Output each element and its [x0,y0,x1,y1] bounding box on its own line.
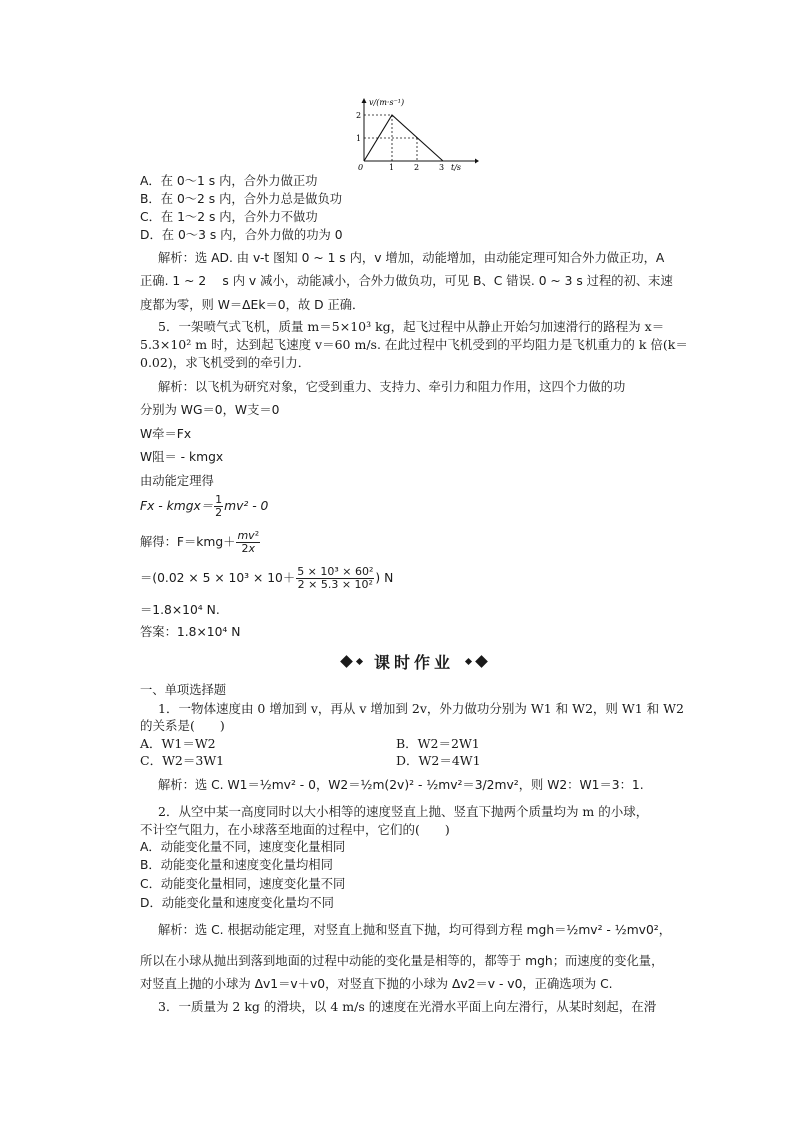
graph-velocity-line [364,115,443,161]
diamond-icon [475,655,488,668]
q5-equation-4: ＝1.8×10⁴ N. [140,603,220,617]
q5-solution-line: W阻＝ - kmgx [140,450,224,464]
q4-solution-line: 度都为零，则 W＝ΔEk＝0，故 D 正确． [140,298,365,312]
q1-option-a: A．W1＝W2 [140,736,216,751]
q4-solution-line: 正确. 1 ~ 2 s 内 v 减小，动能减小，合外力做负功，可见 B、C 错误. 0 ~ 3 s 过程的初、末速 [140,274,673,288]
q1-option-b: B．W2＝2W1 [396,736,480,751]
q2-solution-line: 对竖直上抛的小球为 Δv1＝v＋v0，对竖直下抛的小球为 Δv2＝v - v0，正确选项为 C. [140,977,613,991]
q1-text-line: 的关系是( ) [140,718,225,733]
q2-option-a: A．动能变化量不同，速度变化量相同 [140,840,346,854]
banner-title: 课时作业 [374,652,455,672]
diamond-icon [340,655,353,668]
q1-text-line: 1．一物体速度由 0 增加到 v，再从 v 增加到 2v，外力做功分别为 W1 和 W2，则 W1 和 W2 [158,701,684,716]
q4-option-a: A．在 0～1 s 内，合外力做正功 [140,174,318,188]
diamond-icon [465,657,472,664]
q2-solution-line: 解析：选 C. 根据动能定理，对竖直上抛和竖直下抛，均可得到方程 mgh＝½mv² - ½mv0²， [158,923,671,937]
q1-option-d: D．W2＝4W1 [396,753,481,768]
q5-equation-1: Fx - kmgx＝ $\frac{1}{2}$ mv² - 0 [140,493,269,519]
graph-y-label: v/(m·s⁻¹) [369,98,405,107]
q5-text-line: 5.3×10² m 时，达到起飞速度 v＝60 m/s. 在此过程中飞机受到的平均阻力是飞机重力的 k 倍(k＝ [140,337,688,352]
graph-x-tick: 1 [389,163,395,172]
q4-option-c: C．在 1～2 s 内，合外力不做功 [140,210,318,224]
q5-text-line: 0.02)，求飞机受到的牵引力． [140,355,311,370]
q1-option-c: C．W2＝3W1 [140,753,225,768]
q5-solution-line: 由动能定理得 [140,474,214,488]
q5-equation-3: ＝(0.02 × 5 × 10³ × 10＋ $\frac{\text{5 × 10³ × 60²}}{\text{2 × 5.3 × 10²}}$ ) N [140,565,394,591]
q2-solution-line: 所以在小球从抛出到落到地面的过程中动能的变化量是相等的，都等于 mgh；而速度的变化量， [140,954,664,968]
graph-x-label: t/s [451,163,462,172]
graph-origin: 0 [358,163,364,172]
q4-solution-line: 解析：选 AD. 由 v-t 图知 0 ~ 1 s 内，v 增加，动能增加，由动能定理可知合外力做正功，A [158,251,665,265]
q3-text-line: 3．一质量为 2 kg 的滑块，以 4 m/s 的速度在光滑水平面上向左滑行，从某时刻起，在滑 [158,999,657,1014]
graph-x-tick: 2 [414,163,420,172]
q2-option-b: B．动能变化量和速度变化量均相同 [140,858,333,872]
q5-solution-line: 分别为 WG＝0，W支＝0 [140,403,280,417]
diamond-icon [356,657,363,664]
q2-option-c: C．动能变化量相同，速度变化量不同 [140,877,346,891]
q5-solution-line: 解析：以飞机为研究对象，它受到重力、支持力、牵引力和阻力作用，这四个力做的功 [158,380,626,394]
velocity-time-graph [355,96,480,176]
section-banner [342,650,486,672]
q4-option-d: D．在 0～3 s 内，合外力做的功为 0 [140,228,343,242]
graph-y-tick: 2 [356,111,362,120]
q5-answer: 答案：1.8×10⁴ N [140,625,241,639]
q1-solution: 解析：选 C. W1＝½mv² - 0，W2＝½m(2v)² - ½mv²＝3/2mv²，则 W2：W1＝3：1. [158,778,644,792]
q4-option-b: B．在 0～2 s 内，合外力总是做负功 [140,192,343,206]
section-heading: 一、单项选择题 [140,683,227,697]
q5-solution-line: W牵＝Fx [140,427,192,441]
graph-y-tick: 1 [356,134,362,143]
q2-option-d: D．动能变化量和速度变化量均不同 [140,896,334,910]
q2-text-line: 2．从空中某一高度同时以大小相等的速度竖直上抛、竖直下抛两个质量均为 m 的小球， [158,804,649,819]
graph-x-tick: 3 [439,163,445,172]
q2-text-line: 不计空气阻力，在小球落至地面的过程中，它们的( ) [140,822,450,837]
q5-text-line: 5．一架喷气式飞机，质量 m＝5×10³ kg，起飞过程中从静止开始匀加速滑行的路程为 x＝ [158,319,665,334]
q5-equation-2: 解得：F＝kmg＋ $\frac{\text{mv²}}{2x}$ [140,529,260,555]
